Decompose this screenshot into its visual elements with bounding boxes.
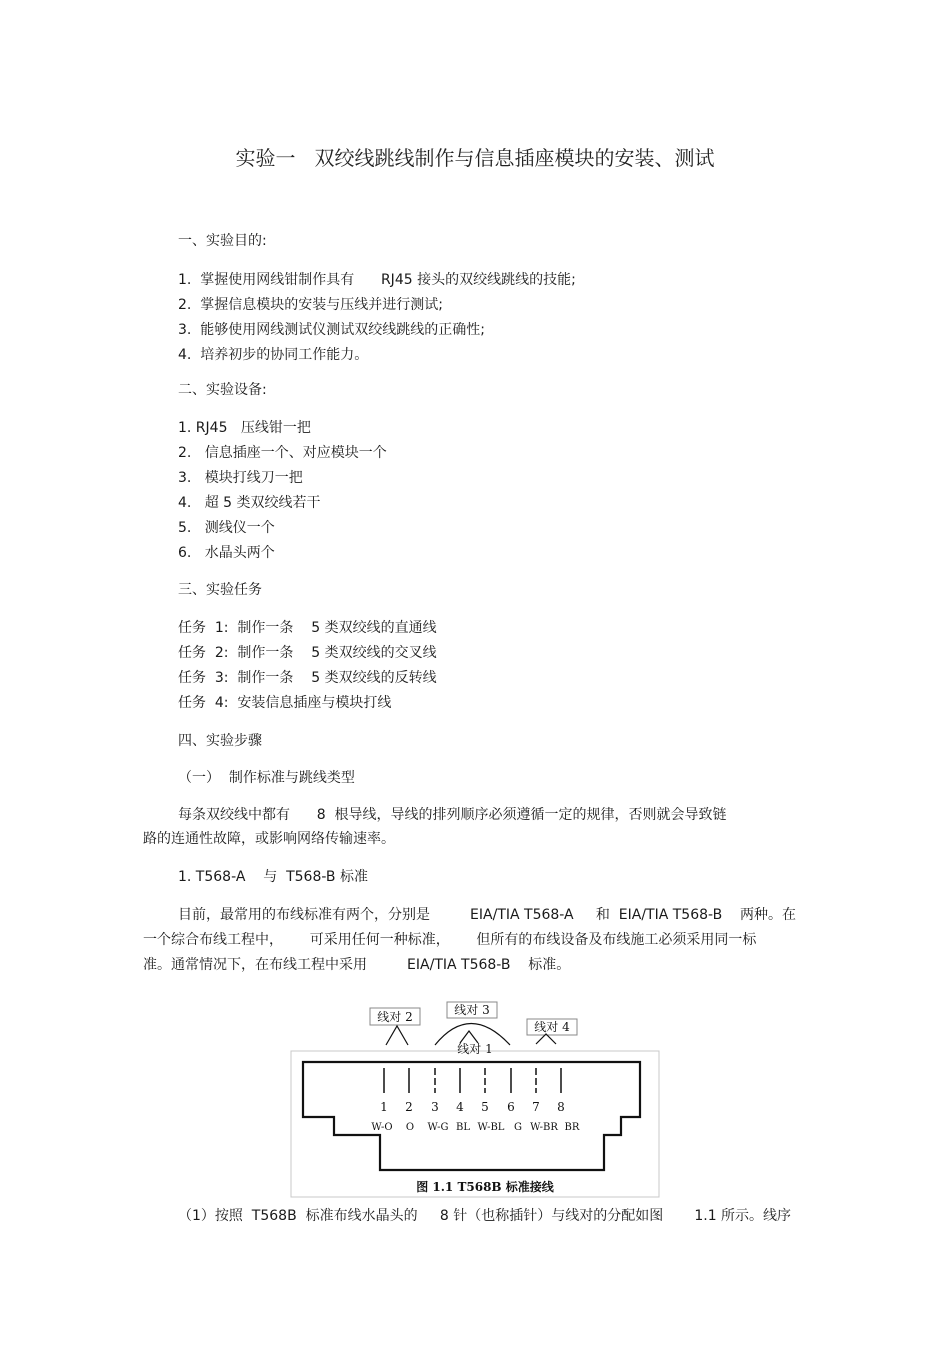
equipment-item: 6. 水晶头两个 xyxy=(178,545,275,561)
equipment-item: 5. 测线仪一个 xyxy=(178,520,275,536)
figure-caption: 图 1.1 T568B 标准接线 xyxy=(416,1180,554,1194)
pin-number: 5 xyxy=(481,1100,489,1114)
pin-number: 8 xyxy=(557,1100,565,1114)
wire-code: W-BL xyxy=(477,1122,505,1133)
objective-item: 1. 掌握使用网线钳制作具有 RJ45 接头的双绞线跳线的技能; xyxy=(178,272,576,288)
pin-number: 7 xyxy=(532,1100,540,1114)
paragraph-line: 目前，最常用的布线标准有两个，分别是 EIA/TIA T568-A 和 EIA/TIA T568-B 两种。在 xyxy=(178,907,796,923)
wire-code: O xyxy=(405,1122,415,1133)
equipment-item: 4. 超 5 类双绞线若干 xyxy=(178,495,321,511)
wire-code: W-BR xyxy=(530,1122,558,1133)
pin-lines xyxy=(384,1068,561,1093)
objective-item: 2. 掌握信息模块的安装与压线并进行测试; xyxy=(178,297,443,313)
section-heading-objectives: 一、实验目的: xyxy=(178,233,267,249)
subsection-heading: （一） 制作标准与跳线类型 xyxy=(178,770,355,786)
wire-code: BL xyxy=(456,1122,470,1133)
connector-outline xyxy=(303,1062,640,1170)
wire-code: W-O xyxy=(371,1122,393,1133)
pair3-label: 线对 3 xyxy=(454,1003,490,1017)
pair1-label: 线对 1 xyxy=(457,1042,493,1056)
pair2-mark xyxy=(386,1026,408,1045)
subsection-heading: 1. T568-A 与 T568-B 标准 xyxy=(178,869,368,885)
paragraph-line: 一个综合布线工程中， 可采用任何一种标准， 但所有的布线设备及布线施工必须采用同一标 xyxy=(143,932,757,948)
pin-number: 3 xyxy=(431,1100,439,1114)
equipment-item: 1. RJ45 压线钳一把 xyxy=(178,420,311,436)
pin-number: 4 xyxy=(456,1100,464,1114)
pin-number: 6 xyxy=(507,1100,515,1114)
section-heading-equipment: 二、实验设备: xyxy=(178,382,267,398)
wire-code: G xyxy=(514,1122,522,1133)
figure-frame xyxy=(291,1051,659,1197)
rj45-wiring-figure xyxy=(290,998,660,1198)
task-item: 任务 4: 安装信息插座与模块打线 xyxy=(178,695,392,711)
pin-number: 2 xyxy=(405,1100,413,1114)
task-item: 任务 2: 制作一条 5 类双绞线的交叉线 xyxy=(178,645,437,661)
pair2-label: 线对 2 xyxy=(377,1010,413,1024)
wire-code: BR xyxy=(564,1122,580,1133)
equipment-item: 2. 信息插座一个、对应模块一个 xyxy=(178,445,387,461)
pair4-label: 线对 4 xyxy=(534,1020,570,1034)
page-title: 实验一 双绞线跳线制作与信息插座模块的安装、测试 xyxy=(235,146,715,170)
objective-item: 3. 能够使用网线测试仪测试双绞线跳线的正确性; xyxy=(178,322,485,338)
paragraph-line: 每条双绞线中都有 8 根导线，导线的排列顺序必须遵循一定的规律，否则就会导致链 xyxy=(178,807,727,823)
section-heading-tasks: 三、实验任务 xyxy=(178,582,262,598)
paragraph-line: 路的连通性故障，或影响网络传输速率。 xyxy=(143,831,395,847)
pin-number: 1 xyxy=(380,1100,388,1114)
paragraph-line: （1）按照 T568B 标准布线水晶头的 8 针（也称插针）与线对的分配如图 1.1 所示。线序 xyxy=(178,1208,792,1224)
wire-code: W-G xyxy=(427,1122,449,1133)
rj45-diagram xyxy=(290,998,660,1198)
task-item: 任务 1: 制作一条 5 类双绞线的直通线 xyxy=(178,620,437,636)
objective-item: 4. 培养初步的协同工作能力。 xyxy=(178,347,369,363)
section-heading-steps: 四、实验步骤 xyxy=(178,733,262,749)
equipment-item: 3. 模块打线刀一把 xyxy=(178,470,303,486)
paragraph-line: 准。通常情况下，在布线工程中采用 EIA/TIA T568-B 标准。 xyxy=(143,957,571,973)
task-item: 任务 3: 制作一条 5 类双绞线的反转线 xyxy=(178,670,437,686)
